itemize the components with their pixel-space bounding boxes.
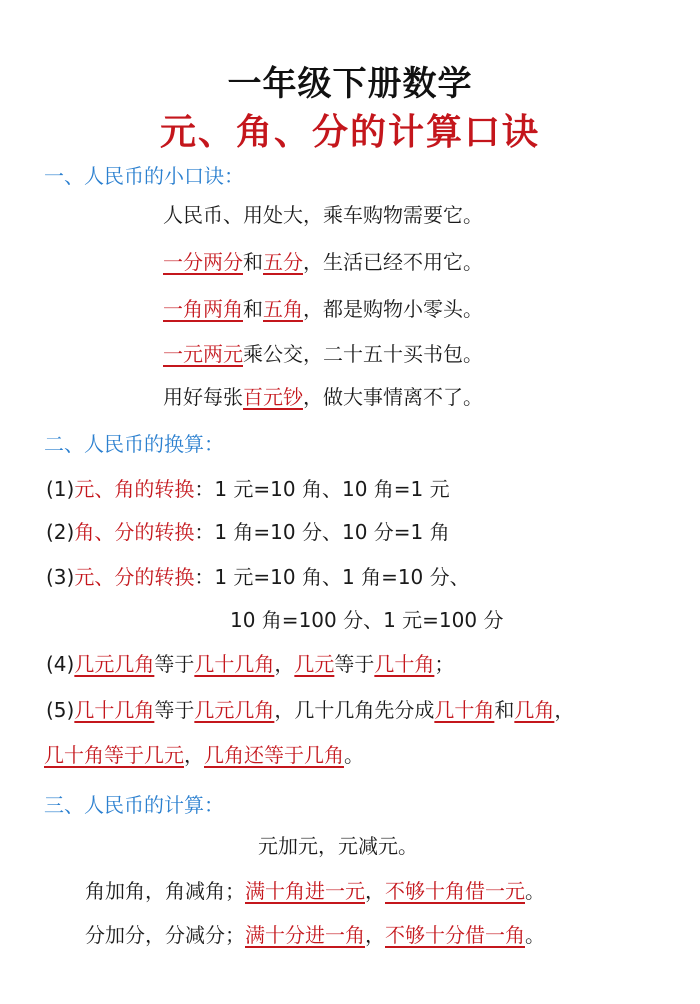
calc-text: 元加元，元减元。 bbox=[258, 834, 418, 858]
rhyme-highlight: 几十几角 bbox=[194, 652, 275, 676]
page-subtitle: 元、角、分的计算口诀 bbox=[159, 112, 540, 153]
conversion-text: ：1 元=10 角、10 角=1 元 bbox=[194, 477, 450, 501]
calc-text: 。 bbox=[525, 923, 545, 947]
rhyme-highlight: 不够十角借一元 bbox=[385, 879, 525, 903]
rhyme-line-2 bbox=[163, 249, 483, 275]
rhyme-highlight: 满十角进一元 bbox=[245, 879, 365, 903]
calc-line-1 bbox=[258, 833, 418, 859]
conversion-text: ， bbox=[184, 743, 204, 767]
conversion-text: ， bbox=[554, 698, 575, 722]
conversion-item-5-continued bbox=[44, 742, 364, 768]
rhyme-text: 乘公交，二十五十买书包。 bbox=[243, 342, 483, 366]
rhyme-highlight: 五角 bbox=[263, 297, 303, 321]
section1-heading: 一、人民币的小口诀： bbox=[44, 164, 244, 188]
rhyme-text: 用好每张 bbox=[163, 385, 243, 409]
conversion-text: 等于 bbox=[154, 652, 195, 676]
rhyme-highlight: 一角两角 bbox=[163, 297, 243, 321]
conversion-text: 和 bbox=[494, 698, 515, 722]
calc-line-2 bbox=[85, 878, 545, 904]
section2-heading: 二、人民币的换算： bbox=[44, 432, 224, 456]
rhyme-highlight: 几十角 bbox=[374, 652, 435, 676]
conversion-text: ； bbox=[434, 652, 455, 676]
item-number: (3) bbox=[46, 565, 75, 589]
conversion-text: ， bbox=[274, 652, 295, 676]
conversion-text: 。 bbox=[344, 743, 364, 767]
conversion-item-5 bbox=[46, 697, 574, 723]
calc-text: 。 bbox=[525, 879, 545, 903]
conversion-label: 元、分的转换 bbox=[74, 565, 195, 589]
rhyme-highlight: 不够十分借一角 bbox=[385, 923, 525, 947]
item-number: (2) bbox=[46, 520, 75, 544]
rhyme-highlight: 几十角 bbox=[434, 698, 495, 722]
rhyme-highlight: 几十角等于几元 bbox=[44, 743, 184, 767]
rhyme-highlight: 几角 bbox=[514, 698, 555, 722]
calc-text: 分加分，分减分； bbox=[85, 923, 245, 947]
conversion-text: 等于 bbox=[154, 698, 195, 722]
rhyme-line-5 bbox=[163, 384, 483, 410]
conversion-text: 10 角=100 分、1 元=100 分 bbox=[230, 608, 504, 632]
conversion-item-4 bbox=[46, 651, 454, 677]
calc-line-3 bbox=[85, 922, 545, 948]
page-title: 一年级下册数学 bbox=[227, 64, 473, 104]
rhyme-highlight: 五分 bbox=[263, 250, 303, 274]
rhyme-text: 人民币、用处大，乘车购物需要它。 bbox=[163, 203, 483, 227]
conversion-text: 等于 bbox=[334, 652, 375, 676]
item-number: (5) bbox=[46, 698, 75, 722]
rhyme-line-3 bbox=[163, 296, 483, 322]
conversion-item-2 bbox=[46, 519, 450, 545]
calc-text: ， bbox=[365, 879, 385, 903]
rhyme-line-4 bbox=[163, 341, 483, 367]
conversion-item-3-continued bbox=[230, 607, 503, 633]
calc-text: 角加角，角减角； bbox=[85, 879, 245, 903]
rhyme-highlight: 几元 bbox=[294, 652, 335, 676]
rhyme-line-1 bbox=[163, 202, 483, 228]
rhyme-text: ，生活已经不用它。 bbox=[303, 250, 483, 274]
item-number: (1) bbox=[46, 477, 75, 501]
rhyme-highlight: 几元几角 bbox=[194, 698, 275, 722]
rhyme-highlight: 几元几角 bbox=[74, 652, 155, 676]
rhyme-text: 和 bbox=[243, 250, 263, 274]
conversion-label: 角、分的转换 bbox=[74, 520, 195, 544]
rhyme-highlight: 百元钞 bbox=[243, 385, 303, 409]
rhyme-highlight: 一分两分 bbox=[163, 250, 243, 274]
section3-heading: 三、人民币的计算： bbox=[44, 793, 224, 817]
rhyme-highlight: 满十分进一角 bbox=[245, 923, 365, 947]
item-number: (4) bbox=[46, 652, 75, 676]
rhyme-highlight: 一元两元 bbox=[163, 342, 243, 366]
rhyme-text: 和 bbox=[243, 297, 263, 321]
conversion-text: ：1 元=10 角、1 角=10 分、 bbox=[194, 565, 470, 589]
conversion-item-1 bbox=[46, 476, 450, 502]
conversion-text: ：1 角=10 分、10 分=1 角 bbox=[194, 520, 450, 544]
rhyme-text: ，做大事情离不了。 bbox=[303, 385, 483, 409]
conversion-item-3 bbox=[46, 564, 470, 590]
conversion-text: ，几十几角先分成 bbox=[274, 698, 435, 722]
rhyme-highlight: 几十几角 bbox=[74, 698, 155, 722]
rhyme-highlight: 几角还等于几角 bbox=[204, 743, 344, 767]
rhyme-text: ，都是购物小零头。 bbox=[303, 297, 483, 321]
calc-text: ， bbox=[365, 923, 385, 947]
conversion-label: 元、角的转换 bbox=[74, 477, 195, 501]
